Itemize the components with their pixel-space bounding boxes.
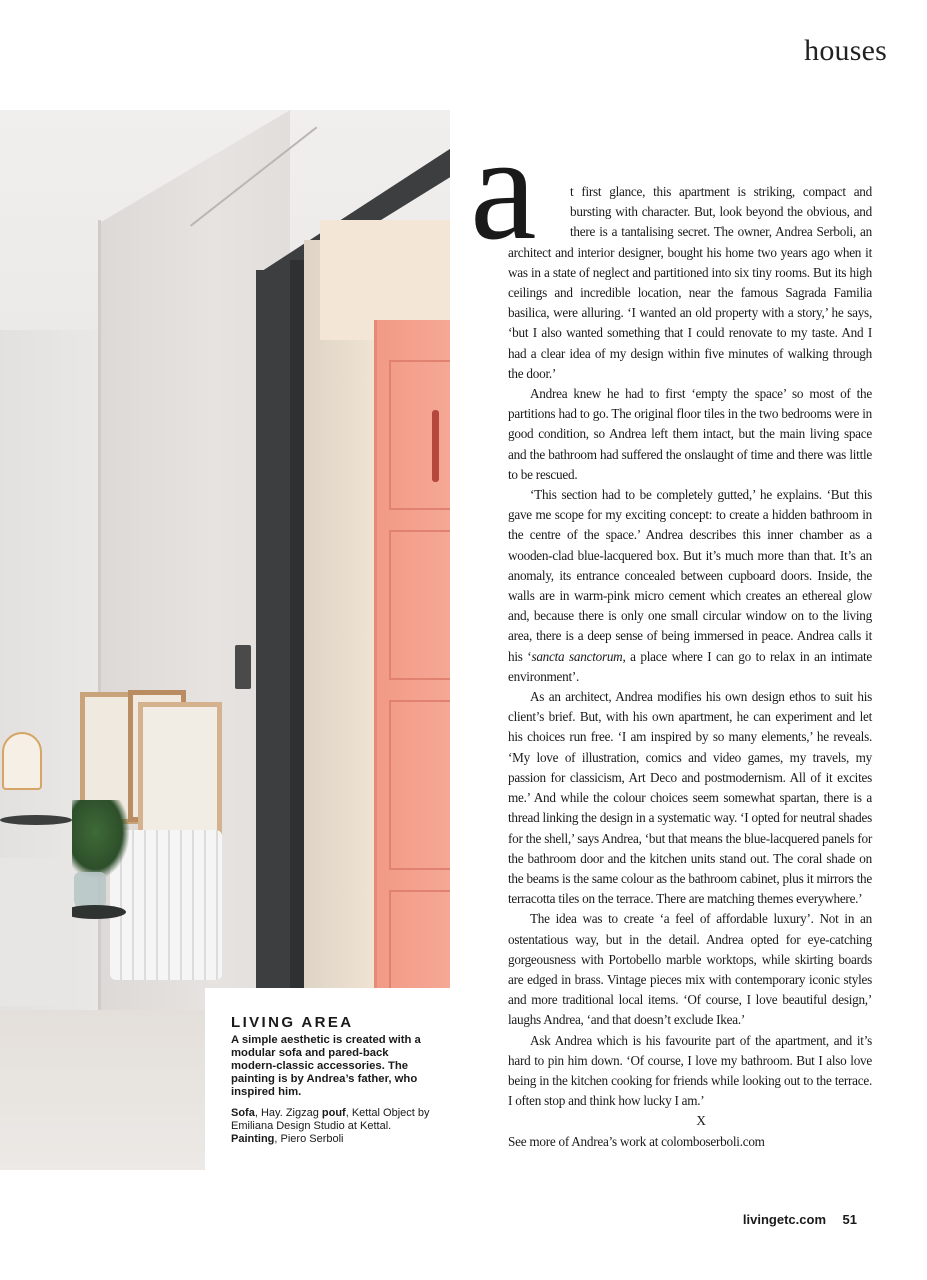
credit-text: , Piero Serboli [274,1133,344,1145]
article-body [508,182,872,1152]
article-paragraph: The idea was to create ‘a feel of affordable luxury’. Not in an ostentatious way, but in the detail. Andrea opted for eye-catching gorgeousness with Portobello marble worktops, while skirting boards are edged in brass. Vintage pieces mix with contemporary iconic styles and more traditional local items. ‘Of course, I love beautiful design,’ laughs Andrea, ‘and that doesn’t exclude Ikea.’ [508,911,872,1028]
photo-caption [205,988,450,1170]
article-paragraph: As an architect, Andrea modifies his own design ethos to suit his client’s brief. But, with his own apartment, he can experiment and let his choices run free. ‘I am inspired by so many elements,’ he reveals. ‘My love of illustration, comics and video games, my travels, my passion for classicism, Art Deco and postmodernism. All of it excites me.’ And while the colour choices seem somewhat spartan, there is a thread linking the design in a systematic way. ‘I opted for neutral shades for the shell,’ says Andrea, ‘but that means the blue-lacquered panels for the bathroom door and the kitchen units stand out. The coral shade on the beams is the same colour as the bathroom cabinet, plus it mirrors the terracotta tiles on the terrace. There are matching themes everywhere.’ [508,689,872,907]
paragraph-text: t first glance, this apartment is striking, compact and bursting with character. But, look beyond the obvious, and there is a tantalising secret. The owner, Andrea Serboli, an architect and interior designer, bought his home two years ago when it was in a state of neglect and partitioned into six tiny rooms. But its high ceilings and incredible location, near the famous Sagrada Familia basilica, were alluring. ‘I wanted an old property with a story,’ he says, ‘but I also wanted something that I could renovate to my taste. And I had a clear idea of my design within five minutes of walking through the door.’ [508,184,872,381]
door-panel [389,700,450,870]
door-panel [389,360,450,510]
paragraph-text: ‘This section had to be completely gutted,’ he explains. ‘But this gave me scope for my exciting concept: to create a hidden bathroom in the centre of the space.’ Andrea describes this inner chamber as a wooden-clad blue-lacquered box. But it’s much more than that. It’s an anomaly, its entrance concealed between cupboard doors. Inside, the walls are in warm-pink micro cement which creates an ethereal glow and, because there is only one small circular window on to the living area, there is a deep sense of being immersed in peace. Andrea calls it his ‘ [508,487,872,664]
article-paragraph [508,182,872,384]
door-handle [432,410,439,482]
article-paragraph: Andrea knew he had to first ‘empty the space’ so most of the partitions had to go. The original floor tiles in the two bedrooms were in good condition, so Andrea left them intact, but the main living space and the bathroom had suffered the onslaught of time and there was little to be rescued. [508,386,872,482]
side-table [0,815,72,825]
credit-text: , Hay. Zigzag [254,1107,322,1119]
section-tag: houses [804,34,887,67]
door-panel [389,530,450,680]
caption-lead: A simple aesthetic is created with a modular sofa and pared-back modern-classic accessories. The painting is by Andrea’s father, who inspired him. [231,1034,421,1098]
drop-cap: a [470,105,537,271]
credit-label: pouf [321,1107,346,1119]
sofa [0,858,72,1006]
dropcap-spacer [508,182,570,240]
page-number: 51 [842,1212,857,1227]
article-paragraph [508,485,872,687]
caption-credits [231,1107,430,1146]
caption-title: LIVING AREA [231,1014,354,1031]
plant [72,800,130,880]
wall-corner [98,220,101,1050]
stool [64,905,126,919]
credit-text: , Kettal Object by Emiliana Design Studio at Kettal. [231,1107,430,1132]
table-lamp [2,732,42,790]
light-switch [235,645,251,689]
footer-site[interactable]: livingetc.com [742,1212,826,1227]
see-more-link[interactable]: See more of Andrea’s work at colomboserboli.com [508,1133,765,1149]
paragraph-text: , a place where I can go to relax in an intimate environment’. [508,648,872,684]
credit-label: Painting [231,1133,275,1145]
credit-label: Sofa [231,1107,255,1119]
italic-phrase: sancta sanctorum [531,648,623,664]
article-paragraph: Ask Andrea which is his favourite part of the apartment, and it’s hard to pin him down. ‘Of course, I love my bathroom. But I also love being in the kitchen cooking for friends while looking out to the terrace. I often stop and think how lucky I am.’ [508,1032,872,1109]
end-mark: X [696,1113,706,1129]
